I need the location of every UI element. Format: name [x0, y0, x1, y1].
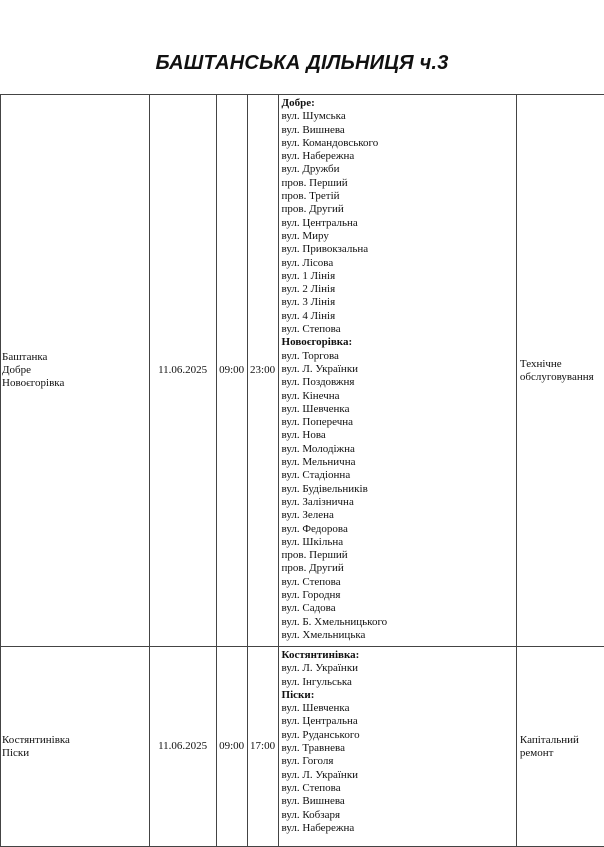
- street-item: вул. Садова: [282, 602, 513, 615]
- street-item: вул. Миру: [282, 230, 513, 243]
- street-item: вул. Дружби: [282, 163, 513, 176]
- street-item: пров. Другий: [282, 562, 513, 575]
- street-item: вул. Торгова: [282, 350, 513, 363]
- street-item: вул. Поздовжня: [282, 376, 513, 389]
- group-heading: Піски:: [282, 689, 513, 702]
- street-item: вул. 4 Лінія: [282, 310, 513, 323]
- street-item: вул. Поперечна: [282, 416, 513, 429]
- start-time-cell: 09:00: [216, 647, 247, 847]
- group-heading: Добре:: [282, 97, 513, 110]
- work-type-line: Технічне: [520, 358, 604, 371]
- settlement-name: Піски: [2, 747, 147, 760]
- street-item: вул. Л. Українки: [282, 769, 513, 782]
- street-item: вул. Степова: [282, 323, 513, 336]
- street-item: вул. Травнева: [282, 742, 513, 755]
- street-item: вул. Набережна: [282, 150, 513, 163]
- street-item: вул. Вишнева: [282, 795, 513, 808]
- group-heading: Новоєгорівка:: [282, 336, 513, 349]
- streets-cell: [278, 647, 516, 847]
- street-item: вул. Набережна: [282, 822, 513, 835]
- date-cell: 11.06.2025: [149, 95, 216, 647]
- street-item: вул. Гоголя: [282, 755, 513, 768]
- street-item: вул. Центральна: [282, 217, 513, 230]
- street-item: пров. Другий: [282, 203, 513, 216]
- start-time-cell: 09:00: [216, 95, 247, 647]
- work-type-line: обслуговування: [520, 371, 604, 384]
- table-row: [1, 647, 604, 847]
- settlement-name: Новоєгорівка: [2, 377, 147, 390]
- street-item: вул. Л. Українки: [282, 662, 513, 675]
- street-item: вул. 3 Лінія: [282, 296, 513, 309]
- street-item: вул. Степова: [282, 782, 513, 795]
- work-type-cell: [516, 95, 604, 647]
- street-item: вул. Центральна: [282, 715, 513, 728]
- street-item: вул. Степова: [282, 576, 513, 589]
- street-item: вул. Б. Хмельницького: [282, 616, 513, 629]
- work-type-cell: [516, 647, 604, 847]
- street-item: вул. Стадіонна: [282, 469, 513, 482]
- street-item: вул. Вишнева: [282, 124, 513, 137]
- settlement-name: Добре: [2, 364, 147, 377]
- settlements-cell: [1, 95, 150, 647]
- street-item: вул. Зелена: [282, 509, 513, 522]
- outage-schedule-table: [0, 94, 604, 847]
- street-item: вул. Руданського: [282, 729, 513, 742]
- street-item: вул. Федорова: [282, 523, 513, 536]
- street-item: вул. Інгульська: [282, 676, 513, 689]
- work-type-line: Капітальний: [520, 734, 604, 747]
- street-item: вул. 2 Лінія: [282, 283, 513, 296]
- street-item: вул. Шумська: [282, 110, 513, 123]
- settlement-name: Костянтинівка: [2, 734, 147, 747]
- settlements-cell: [1, 647, 150, 847]
- work-type-line: ремонт: [520, 747, 604, 760]
- street-item: пров. Третій: [282, 190, 513, 203]
- street-item: вул. Мельнична: [282, 456, 513, 469]
- street-item: вул. Будівельників: [282, 483, 513, 496]
- street-item: вул. Нова: [282, 429, 513, 442]
- street-item: вул. Кобзаря: [282, 809, 513, 822]
- street-item: вул. Командовського: [282, 137, 513, 150]
- street-item: пров. Перший: [282, 177, 513, 190]
- end-time-cell: 17:00: [247, 647, 278, 847]
- street-item: вул. Привокзальна: [282, 243, 513, 256]
- street-item: вул. Кінечна: [282, 390, 513, 403]
- street-item: вул. Молодіжна: [282, 443, 513, 456]
- street-item: вул. Городня: [282, 589, 513, 602]
- end-time-cell: 23:00: [247, 95, 278, 647]
- date-cell: 11.06.2025: [149, 647, 216, 847]
- street-item: вул. Шевченка: [282, 702, 513, 715]
- street-item: вул. Шкільна: [282, 536, 513, 549]
- street-item: пров. Перший: [282, 549, 513, 562]
- settlement-name: Баштанка: [2, 351, 147, 364]
- street-item: вул. Лісова: [282, 257, 513, 270]
- street-item: вул. 1 Лінія: [282, 270, 513, 283]
- streets-cell: [278, 95, 516, 647]
- table-row: [1, 95, 604, 647]
- street-item: вул. Л. Українки: [282, 363, 513, 376]
- street-item: вул. Шевченка: [282, 403, 513, 416]
- street-item: вул. Хмельницька: [282, 629, 513, 642]
- street-item: вул. Залізнична: [282, 496, 513, 509]
- page-title: БАШТАНСЬКА ДІЛЬНИЦЯ ч.3: [0, 52, 604, 75]
- group-heading: Костянтинівка:: [282, 649, 513, 662]
